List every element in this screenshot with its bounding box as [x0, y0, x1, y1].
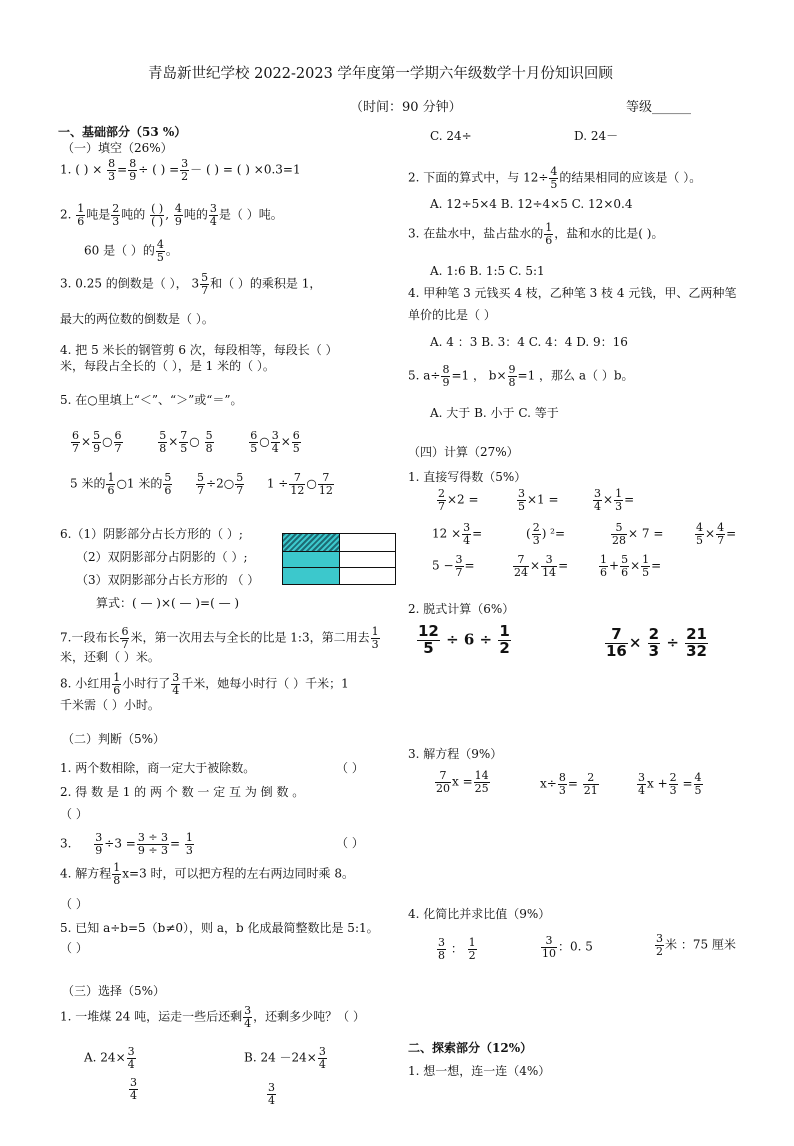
calc-item: 5 − $\frac{3}{7}$ = [432, 553, 475, 579]
choice-q5-text-a: 5. a÷ [408, 368, 441, 383]
judge-q3: 3. $\frac{3}{9}$ ÷3 = $\frac{3 \div 3}{9 \div 3}$ = $\frac{1}{3}$ [60, 831, 193, 857]
calc-equation-title: 3. 解方程（9%） [408, 747, 503, 761]
blank-cell [339, 551, 396, 568]
fill-q3-text-a: 3. 0.25 的倒数是（ ）， [60, 276, 188, 291]
choice-q1-text-b: ，还剩多少吨？（ ） [253, 1009, 365, 1024]
fill-q7-line2: 米，还剩（ ）米。 [60, 650, 160, 664]
ratio-1: $\frac{3}{8}$ ： $\frac{1}{2}$ [438, 936, 476, 962]
choice-q2: 2. 下面的算式中，与 12÷ $\frac{4}{5}$ 的结果相同的应该是（ ）。 [408, 165, 702, 191]
section-basic: 一、基础部分（53 %） [58, 125, 187, 139]
fill-q8-line2: 千米需（ ）小时。 [60, 698, 160, 712]
fill-q6-formula: 算式：( — )×( — )=( — ) [96, 596, 240, 610]
calc-ratio-title: 4. 化简比并求比值（9%） [408, 907, 551, 921]
choice-q2-text-a: 2. 下面的算式中，与 12÷ [408, 170, 549, 185]
ratio-3: $\frac{3}{2}$ 米 ：75 厘米 [656, 932, 736, 958]
choice-q5-text-c: =1 ，那么 a（ ）b。 [517, 368, 634, 383]
calc-item: ( $\frac{2}{3}$ ) ²= [526, 521, 566, 547]
choice-q5-options[interactable]: A. 大于 B. 小于 C. 等于 [430, 406, 559, 420]
judge-q3-blank[interactable]: （ ） [336, 836, 364, 850]
subsection-judge: （二）判断（5%） [62, 732, 166, 746]
choice-q4-options[interactable]: A. 4 ：3 B. 3：4 C. 4：4 D. 9：16 [430, 335, 628, 349]
choice-q1-text-a: 1. 一堆煤 24 吨，运走一些后还剩 [60, 1009, 243, 1024]
judge-q4-text-a: 4. 解方程 [60, 866, 112, 881]
shaded-cell [282, 567, 340, 585]
choice-q1-option-c[interactable]: C. 24÷ [430, 129, 472, 143]
fill-q5: 5. 在○里填上“＜”、“＞”或“＝”。 [60, 393, 243, 407]
calc-step-2: $\frac{7}{16}$ × $\frac{2}{3}$ ÷ $\frac{21}{32}$ [606, 625, 707, 660]
subsection-fill: （一）填空（26%） [62, 141, 173, 155]
judge-q1-blank[interactable]: （ ） [336, 761, 364, 775]
fill-q6-1: 6.（1）阴影部分占长方形的（ ）; [60, 527, 243, 541]
choice-q4-line2: 单价的比是（ ） [408, 308, 496, 322]
exam-time: （时间：90 分钟） [350, 100, 462, 115]
judge-q4: 4. 解方程 $\frac{1}{8}$ x=3 时，可以把方程的左右两边同时乘 8。 [60, 861, 354, 887]
choice-q5-text-b: =1 ， b× [451, 368, 507, 383]
compare-row-2: 5 米的 $\frac{1}{6}$ ○1 米的 $\frac{5}{6}$ $\frac{5}{7}$ ÷2○ $\frac{5}{7}$ 1 ÷ $\frac{7}{12}$ ○ $\frac{7}{12}$ [70, 471, 333, 497]
choice-q1-option-b[interactable]: B. 24 －24× $\frac{3}{4}$ [244, 1045, 326, 1071]
option-a-label: A. 24× [84, 1050, 126, 1065]
fill-q8-text-b: 小时行了 [122, 676, 171, 691]
explore-q1: 1. 想一想，连一连（4%） [408, 1064, 551, 1078]
double-shaded-cell [282, 533, 340, 552]
calc-item: $\frac{4}{5}$ × $\frac{4}{7}$ = [696, 521, 737, 547]
fill-q2-text-c: 吨的 [121, 207, 146, 222]
blank-cell [339, 533, 396, 552]
choice-q3: 3. 在盐水中，盐占盐水的 $\frac{1}{6}$ ，盐和水的比是( )。 [408, 221, 664, 247]
fill-q7: 7.一段布长 $\frac{6}{7}$ 米，第一次用去与全长的比是 1:3，第二用去 $\frac{1}{3}$ [60, 625, 379, 651]
judge-q5: 5. 已知 a÷b=5（b≠0），则 a，b 化成最简整数比是 5:1。 [60, 921, 379, 935]
fill-q8: 8. 小红用 $\frac{1}{6}$ 小时行了 $\frac{3}{4}$ 千米，她每小时行（ ）千米；1 [60, 671, 349, 697]
calc-item: $\frac{2}{7}$ ×2 = [438, 487, 479, 513]
choice-q1-option-a[interactable]: A. 24× $\frac{3}{4}$ [84, 1045, 135, 1071]
choice-q1: 1. 一堆煤 24 吨，运走一些后还剩 $\frac{3}{4}$ ，还剩多少吨？（ ） [60, 1004, 365, 1030]
calc-step-1: $\frac{12}{5}$ ÷ 6 ÷ $\frac{1}{2}$ [418, 622, 510, 657]
choice-q3-text-a: 3. 在盐水中，盐占盐水的 [408, 226, 544, 241]
choice-q5: 5. a÷ $\frac{8}{9}$ =1 ， b× $\frac{9}{8}$ =1 ，那么 a（ ）b。 [408, 363, 634, 389]
fill-q2-text-d: 吨的 [183, 207, 208, 222]
choice-q1-option-d[interactable]: D. 24－ [574, 129, 619, 143]
choice-q2-options[interactable]: A. 12÷5×4 B. 12÷4×5 C. 12×0.4 [430, 197, 633, 211]
choice-q1-option-c-fraction: $\frac{3}{4}$ [130, 1076, 137, 1102]
fill-q4-line2: 米，每段占全长的（ ），是 1 米的（ ）。 [60, 359, 275, 373]
calc-item: $\frac{3}{5}$ ×1 = [518, 487, 559, 513]
fill-q3: 3. 0.25 的倒数是（ ）， 3 $\frac{5}{7}$ 和（ ）的乘积是 1， [60, 271, 322, 297]
blank-cell [339, 567, 396, 585]
fill-q6-3: （3）双阴影部分占长方形的 （ ） [76, 573, 260, 587]
judge-q4-text-b: x=3 时，可以把方程的左右两边同时乘 8。 [122, 866, 354, 881]
calc-item: 12 × $\frac{3}{4}$ = [432, 521, 483, 547]
ratio-2: $\frac{3}{10}$ ：0. 5 [542, 934, 593, 960]
choice-q4-line1: 4. 甲种笔 3 元钱买 4 枝，乙种笔 3 枝 4 元钱，甲、乙两种笔 [408, 286, 737, 300]
fill-q2-text-b: 吨是 [86, 207, 111, 222]
fill-q1: 1. ( ) × $\frac{8}{3}$ = $\frac{8}{9}$ ÷ ( ) = $\frac{3}{2}$ － ( ) = ( ) ×0.3=1 [60, 157, 301, 183]
fill-q2: 2. $\frac{1}{6}$ 吨是 $\frac{2}{3}$ 吨的 $\frac{( )}{( )}$ , $\frac{4}{9}$ 吨的 $\frac{3}{4}$ 是（ ）吨。 [60, 202, 283, 228]
page-title: 青岛新世纪学校 2022-2023 学年度第一学期六年级数学十月份知识回顾 [148, 66, 613, 82]
subsection-choice: （三）选择（5%） [62, 984, 166, 998]
grade-field[interactable]: 等级______ [626, 100, 692, 115]
fill-q2-text-e: 是（ ）吨。 [218, 207, 283, 222]
compare-row-1: $\frac{6}{7}$ × $\frac{5}{9}$ ○ $\frac{6}{7}$ $\frac{5}{8}$ × $\frac{7}{5}$ ○ $\frac{5}{8}$ $\frac{6}{5}$ ○ $\frac{3}{4}$ × $\frac{6}{5}$ [72, 429, 300, 455]
calc-step-title: 2. 脱式计算（6%） [408, 602, 515, 616]
judge-q5-blank[interactable]: （ ） [60, 941, 88, 955]
ratio-3-text: 米 ：75 厘米 [665, 937, 736, 952]
subsection-calc: （四）计算（27%） [408, 445, 519, 459]
calc-direct-title: 1. 直接写得数（5%） [408, 470, 527, 484]
fill-q3-line2: 最大的两位数的倒数是（ ）。 [60, 312, 214, 326]
fill-q7-text-a: 7.一段布长 [60, 630, 120, 645]
option-b-label: B. 24 －24× [244, 1050, 317, 1065]
judge-q2-blank[interactable]: （ ） [60, 807, 88, 821]
fill-q8-text-a: 8. 小红用 [60, 676, 112, 691]
ratio-2-text: ：0. 5 [558, 939, 593, 954]
choice-q1-option-d-fraction: $\frac{3}{4}$ [268, 1081, 275, 1107]
choice-q3-options[interactable]: A. 1:6 B. 1:5 C. 5:1 [430, 264, 545, 278]
fill-q7-text-b: 米，第一次用去与全长的比是 1:3，第二用去 [130, 630, 370, 645]
judge-q4-blank[interactable]: （ ） [60, 897, 88, 911]
fill-q2-line2: 60 是（ ）的 $\frac{4}{5}$ 。 [84, 238, 178, 264]
fill-q4-line1: 4. 把 5 米长的钢管剪 6 次，每段相等，每段长（ ） [60, 343, 338, 357]
calc-item: $\frac{7}{24}$ × $\frac{3}{14}$ = [514, 553, 569, 579]
shaded-cell [282, 551, 340, 568]
calc-item: $\frac{5}{28}$ × 7 = [612, 521, 664, 547]
equation-1: $\frac{7}{20}$ x = $\frac{14}{25}$ [436, 769, 489, 795]
judge-q1: 1. 两个数相除，商一定大于被除数。 [60, 761, 256, 775]
calc-item: $\frac{3}{4}$ × $\frac{1}{3}$ = [594, 487, 635, 513]
choice-q2-text-b: 的结果相同的应该是（ ）。 [559, 170, 702, 185]
fill-q3-text-b: 和（ ）的乘积是 1， [210, 276, 322, 291]
fill-q8-text-c: 千米，她每小时行（ ）千米；1 [181, 676, 349, 691]
equation-2: x÷ $\frac{8}{3}$ = $\frac{2}{21}$ [540, 771, 598, 797]
calc-item: $\frac{1}{6}$ + $\frac{5}{6}$ × $\frac{1}{5}$ = [600, 553, 662, 579]
fill-q2-text-f: 60 是（ ）的 [84, 243, 155, 258]
fill-q6-2: （2）双阴影部分占阴影的（ ）; [76, 550, 248, 564]
choice-q3-text-b: ，盐和水的比是( )。 [554, 226, 664, 241]
judge-q2: 2. 得 数 是 1 的 两 个 数 一 定 互 为 倒 数 。 [60, 785, 305, 799]
fill-q2-num: 2. [60, 207, 72, 222]
fill-q1-start: 1. ( ) × [60, 162, 103, 177]
equation-3: $\frac{3}{4}$ x + $\frac{2}{3}$ = $\frac{4}{5}$ [638, 771, 702, 797]
section-explore: 二、探索部分（12%） [408, 1041, 533, 1055]
